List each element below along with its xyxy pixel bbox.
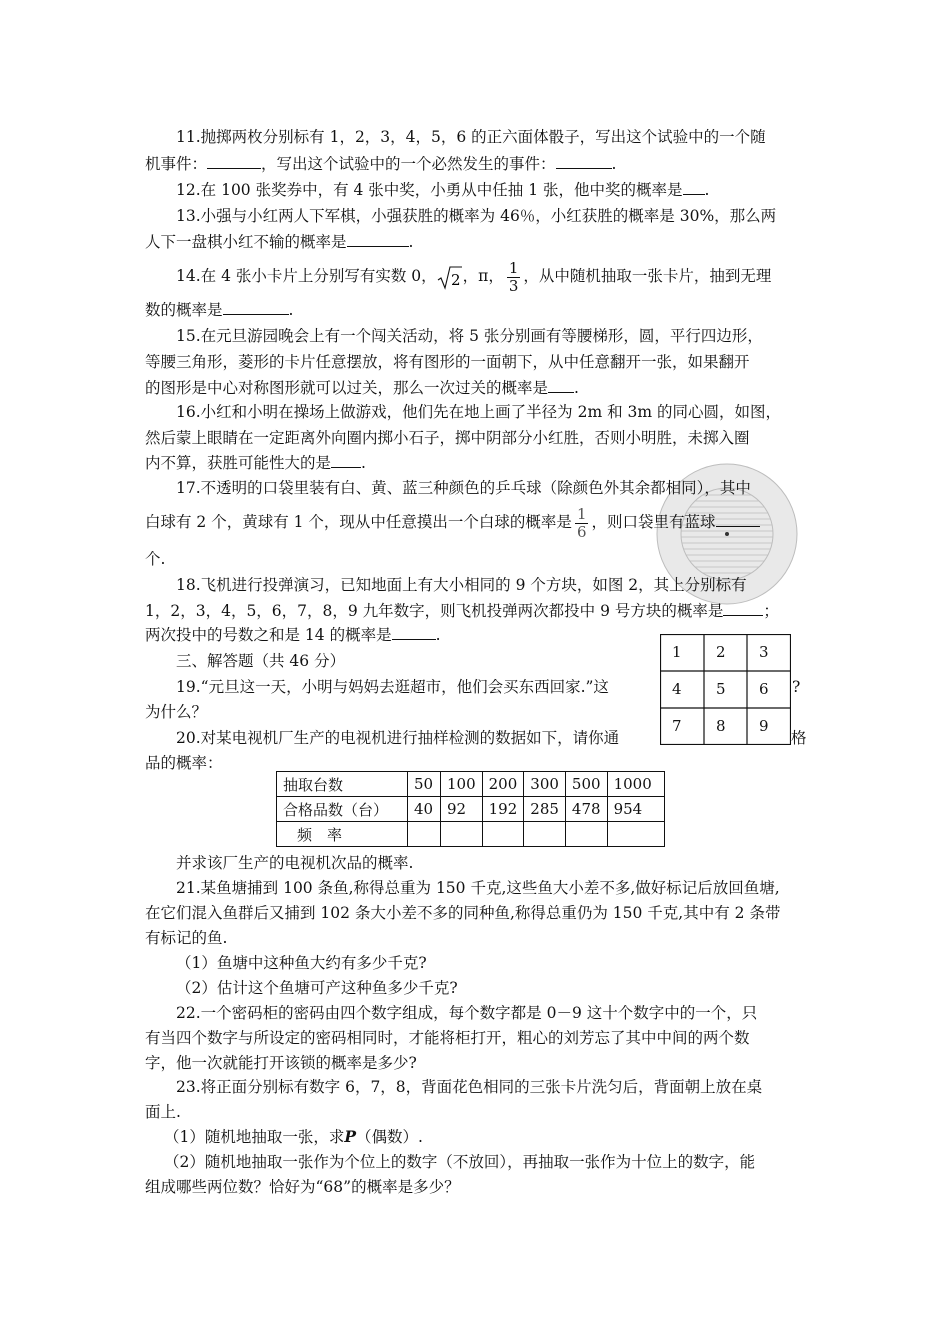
q11-text-b: ，写出这个试验中的一个必然发生的事件： xyxy=(261,155,556,173)
grid-cell: 9 xyxy=(759,717,769,735)
q16-line2: 然后蒙上眼睛在一定距离外向圈内掷小石子，掷中阴部分小红胜，否则小明胜，未掷入圈 xyxy=(145,429,750,447)
q17-line3: 个. xyxy=(145,550,166,568)
table-cell: 合格品数（台） xyxy=(277,797,408,822)
q23-line1: 23.将正面分别标有数字 6，7，8，背面花色相同的三张卡片洗匀后，背面朝上放在桌 xyxy=(176,1078,763,1096)
table-row xyxy=(277,822,665,847)
q20-line2: 品的概率： xyxy=(145,754,223,772)
grid-cell: 1 xyxy=(672,643,682,661)
q12-line xyxy=(176,179,709,201)
q19-line1-end: ? xyxy=(792,678,801,696)
q18-line3 xyxy=(145,624,441,646)
q18-text-a: 1，2，3，4，5，6，7，8，9 九年数字，则飞机投弹两次都投中 9 号方块的概率是 xyxy=(145,602,724,620)
q21-sub2: （2）估计这个鱼塘可产这种鱼多少千克? xyxy=(176,979,458,997)
q18-blank-1 xyxy=(723,600,763,616)
table-cell: 92 xyxy=(441,797,483,822)
q14-text-a: 14.在 4 张小卡片上分别写有实数 0， xyxy=(176,267,437,285)
q23-sub1 xyxy=(164,1126,423,1148)
q18-line1: 18.飞机进行投弹演习，已知地面上有大小相同的 9 个方块，如图 2，其上分别标有 xyxy=(176,576,747,594)
q13-blank xyxy=(347,231,409,247)
q11-text-a: 机事件： xyxy=(145,155,208,173)
table-cell xyxy=(408,822,441,847)
table-cell: 500 xyxy=(565,772,607,797)
q15-text-a: 的图形是中心对称图形就可以过关，那么一次过关的概率是 xyxy=(145,379,549,397)
grid-cell: 6 xyxy=(759,680,769,698)
q20-text-a: 20.对某电视机厂生产的电视机进行抽样检测的数据如下，请你通 xyxy=(176,729,620,747)
grid-cell: 8 xyxy=(716,717,726,735)
q21-sub1: （1）鱼塘中这种鱼大约有多少千克? xyxy=(176,954,427,972)
q11-blank-1 xyxy=(207,153,261,169)
q15-text-b: . xyxy=(574,379,579,397)
table-cell xyxy=(441,822,483,847)
table-cell: 300 xyxy=(524,772,566,797)
grid-cell: 4 xyxy=(672,680,682,698)
q17-text-b: ，则口袋里有蓝球 xyxy=(591,513,716,531)
q15-line2: 等腰三角形，菱形的卡片任意摆放，将有图形的一面朝下，从中任意翻开一张，如果翻开 xyxy=(145,353,750,371)
table-cell xyxy=(565,822,607,847)
q15-blank xyxy=(548,377,574,393)
q18-text-c: 两次投中的号数之和是 14 的概率是 xyxy=(145,626,392,644)
q12-end: . xyxy=(704,181,710,199)
grid-cell: 5 xyxy=(716,680,726,698)
q18-text-d: . xyxy=(435,626,441,644)
q23-sub1-text-a: （1）随机地抽取一张，求 xyxy=(164,1128,345,1146)
sqrt-sign-icon xyxy=(437,265,463,291)
q16-blank xyxy=(331,452,361,468)
table-cell xyxy=(607,822,664,847)
table-cell: 478 xyxy=(565,797,607,822)
q13-text-b: . xyxy=(408,233,414,251)
q14-text-d: 数的概率是 xyxy=(145,301,223,319)
q21-line2: 在它们混入鱼群后又捕到 102 条大小差不多的同种鱼,称得总重仍为 150 千克,其中有 2 条带 xyxy=(145,904,781,922)
q11-text-c: . xyxy=(611,155,617,173)
q11-blank-2 xyxy=(556,153,612,169)
q17-line1: 17.不透明的口袋里装有白、黄、蓝三种颜色的乒乓球（除颜色外其余都相同），其中 xyxy=(176,479,751,497)
table-cell: 40 xyxy=(408,797,441,822)
fraction-one-third xyxy=(507,260,521,295)
q21-line3: 有标记的鱼. xyxy=(145,929,228,947)
q16-line3 xyxy=(145,452,366,474)
q14-line1 xyxy=(176,258,771,295)
section-3-heading: 三、解答题（共 46 分） xyxy=(176,652,346,670)
table-cell xyxy=(482,822,524,847)
table-cell: 频 率 xyxy=(277,822,408,847)
q14-line2 xyxy=(145,299,293,321)
q11-line2 xyxy=(145,153,616,175)
probability-variable: P xyxy=(344,1127,357,1146)
q12-text: 12.在 100 张奖券中，有 4 张中奖，小勇从中任抽 1 张，他中奖的概率是 xyxy=(176,181,683,199)
table-cell: 50 xyxy=(408,772,441,797)
sqrt-expression xyxy=(437,259,463,295)
table-cell: 285 xyxy=(524,797,566,822)
q14-text-e: . xyxy=(288,301,294,319)
table-cell: 200 xyxy=(482,772,524,797)
fraction-denominator: 6 xyxy=(576,522,587,541)
sampling-table xyxy=(276,771,665,847)
q17-blank xyxy=(716,511,760,527)
q13-line1: 13.小强与小红两人下军棋，小强获胜的概率为 46％，小红获胜的概率是 30%，那么两 xyxy=(176,207,777,225)
table-cell: 1000 xyxy=(607,772,664,797)
q18-line2 xyxy=(145,600,779,622)
q20-after: 并求该厂生产的电视机次品的概率. xyxy=(176,854,414,872)
q22-line1: 22.一个密码柜的密码由四个数字组成，每个数字都是 0－9 这十个数字中的一个，只 xyxy=(176,1004,758,1022)
q19-text-a: 19.“元旦这一天，小明与妈妈去逛超市，他们会买东西回家.”这 xyxy=(176,678,609,696)
fraction-denominator: 3 xyxy=(508,276,519,295)
grid-cell: 7 xyxy=(672,717,682,735)
table-row xyxy=(277,772,665,797)
q14-text-b: ，π， xyxy=(462,267,504,285)
q13-text-a: 人下一盘棋小红不输的概率是 xyxy=(145,233,347,251)
table-cell: 192 xyxy=(482,797,524,822)
q21-line1: 21.某鱼塘捕到 100 条鱼,称得总重为 150 千克,这些鱼大小差不多,做好标记后放回鱼塘, xyxy=(176,879,780,897)
q16-line1: 16.小红和小明在操场上做游戏，他们先在地上画了半径为 2m 和 3m 的同心圆，如图， xyxy=(176,403,781,421)
table-cell: 100 xyxy=(441,772,483,797)
q16-text-b: . xyxy=(361,454,366,472)
sqrt-radicand: 2 xyxy=(450,271,461,289)
fraction-numerator: 1 xyxy=(508,258,519,277)
q23-line2: 面上. xyxy=(145,1103,181,1121)
q17-line2 xyxy=(145,502,760,542)
q22-line3: 字，他一次就能打开该锁的概率是多少? xyxy=(145,1054,417,1072)
q19-line1 xyxy=(176,676,609,698)
q16-text-a: 内不算，获胜可能性大的是 xyxy=(145,454,332,472)
q12-blank xyxy=(683,179,705,195)
q23-sub1-text-b: （偶数）. xyxy=(356,1128,423,1146)
q22-line2: 有当四个数字与所设定的密码相同时，才能将柜打开，粗心的刘芳忘了其中中间的两个数 xyxy=(145,1029,750,1047)
q19-line2: 为什么？ xyxy=(145,703,208,721)
q18-text-b: ； xyxy=(763,602,779,620)
q17-text-a: 白球有 2 个，黄球有 1 个，现从中任意摸出一个白球的概率是 xyxy=(145,513,572,531)
grid-cell: 3 xyxy=(759,643,769,661)
q13-line2 xyxy=(145,231,413,253)
numbered-grid-figure xyxy=(660,634,791,745)
q20-line1-end: 格 xyxy=(791,729,807,747)
table-cell xyxy=(524,822,566,847)
fraction-numerator: 1 xyxy=(576,504,587,523)
q14-blank xyxy=(223,299,289,315)
table-row xyxy=(277,797,665,822)
q14-text-c: ，从中随机抽取一张卡片，抽到无理 xyxy=(523,267,772,285)
q20-line1 xyxy=(176,727,619,749)
q11-line1: 11.抛掷两枚分别标有 1，2，3，4，5，6 的正六面体骰子，写出这个试验中的一个随 xyxy=(176,128,766,146)
q23-sub2-line1: （2）随机地抽取一张作为个位上的数字（不放回），再抽取一张作为十位上的数字，能 xyxy=(164,1153,756,1171)
grid-cell: 2 xyxy=(716,643,726,661)
table-cell: 954 xyxy=(607,797,664,822)
fraction-one-sixth xyxy=(575,506,589,541)
q18-blank-2 xyxy=(392,624,436,640)
q15-line3 xyxy=(145,377,579,399)
q23-sub2-line2: 组成哪些两位数？恰好为“68”的概率是多少？ xyxy=(145,1178,460,1196)
q15-line1: 15.在元旦游园晚会上有一个闯关活动，将 5 张分别画有等腰梯形，圆，平行四边形， xyxy=(176,327,763,345)
table-cell: 抽取台数 xyxy=(277,772,408,797)
